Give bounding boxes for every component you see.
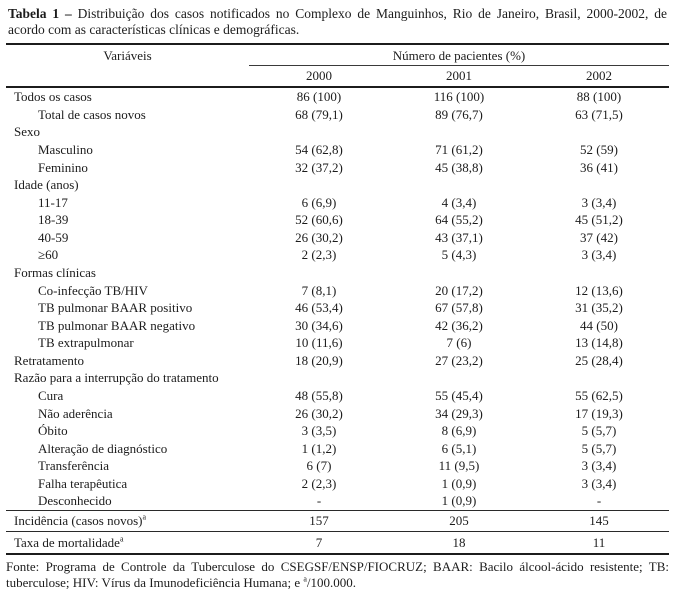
group-header-pacientes: Número de pacientes (%) bbox=[249, 44, 669, 66]
header-spacer bbox=[6, 66, 249, 88]
table-row bbox=[6, 422, 669, 440]
cell-value: 67 (57,8) bbox=[435, 300, 483, 316]
row-label: Co-infecção TB/HIV bbox=[38, 282, 148, 298]
cell-value: 145 bbox=[529, 510, 669, 531]
cell-value: 44 (50) bbox=[580, 317, 618, 333]
footnote-marker: a bbox=[119, 534, 124, 544]
cell-value: 7 bbox=[249, 532, 389, 554]
cell-value: 116 (100) bbox=[433, 89, 485, 105]
table-caption-number: Tabela 1 – bbox=[8, 6, 72, 21]
cell-value: 7 (6) bbox=[446, 335, 472, 351]
cell-value: 3 (3,4) bbox=[581, 458, 617, 474]
table-row bbox=[6, 229, 669, 247]
cell-value: 6 (7) bbox=[306, 458, 332, 474]
header-row-years bbox=[6, 66, 669, 88]
cell-value: 8 (6,9) bbox=[441, 423, 477, 439]
row-label: Alteração de diagnóstico bbox=[38, 440, 168, 456]
table-row bbox=[6, 281, 669, 299]
cell-value: 30 (34,6) bbox=[295, 317, 343, 333]
table-row bbox=[6, 246, 669, 264]
table-row bbox=[6, 106, 669, 124]
cell-value: 89 (76,7) bbox=[435, 106, 483, 122]
cell-value: 3 (3,4) bbox=[581, 475, 617, 491]
cell-value: 45 (38,8) bbox=[435, 159, 483, 175]
cell-value: 48 (55,8) bbox=[295, 388, 343, 404]
cell-value: 34 (29,3) bbox=[435, 405, 483, 421]
row-label: Idade (anos) bbox=[14, 177, 79, 193]
table-footnote bbox=[6, 559, 669, 591]
cell-value: 5 (5,7) bbox=[581, 440, 617, 456]
cell-value: 3 (3,4) bbox=[581, 194, 617, 210]
cell-value: 1 (0,9) bbox=[441, 475, 477, 491]
column-header-variaveis: Variáveis bbox=[103, 48, 152, 64]
cell-value: 31 (35,2) bbox=[575, 300, 623, 316]
row-label: Feminino bbox=[38, 159, 88, 175]
table-row bbox=[6, 352, 669, 370]
cell-value: 54 (62,8) bbox=[295, 141, 343, 157]
cell-value: 2 (2,3) bbox=[301, 475, 337, 491]
cell-value: 3 (3,5) bbox=[301, 423, 337, 439]
table-row bbox=[6, 211, 669, 229]
year-header-2001: 2001 bbox=[389, 66, 529, 88]
table-row bbox=[6, 123, 669, 141]
row-label: 11-17 bbox=[38, 194, 68, 210]
cell-value: 20 (17,2) bbox=[435, 282, 483, 298]
row-label: Desconhecido bbox=[38, 493, 112, 509]
table-row bbox=[6, 387, 669, 405]
cell-value: 17 (19,3) bbox=[575, 405, 623, 421]
cell-value: 42 (36,2) bbox=[435, 317, 483, 333]
cell-value bbox=[249, 369, 389, 387]
cell-value: 10 (11,6) bbox=[295, 335, 343, 351]
row-label: TB pulmonar BAAR positivo bbox=[38, 300, 193, 316]
year-header-2002: 2002 bbox=[529, 66, 669, 88]
cell-value: 13 (14,8) bbox=[575, 335, 623, 351]
cell-value: 45 (51,2) bbox=[575, 212, 623, 228]
cell-value: 36 (41) bbox=[580, 159, 618, 175]
cell-value: - bbox=[316, 493, 322, 509]
cell-value bbox=[389, 123, 529, 141]
cell-value: 64 (55,2) bbox=[435, 212, 483, 228]
cell-value: - bbox=[596, 493, 602, 509]
row-label: Total de casos novos bbox=[38, 106, 146, 122]
cell-value: 6 (5,1) bbox=[441, 440, 477, 456]
cell-value: 71 (61,2) bbox=[435, 141, 483, 157]
cell-value bbox=[389, 369, 529, 387]
cell-value: 27 (23,2) bbox=[435, 352, 483, 368]
cell-value: 55 (45,4) bbox=[435, 388, 483, 404]
table-row bbox=[6, 369, 669, 387]
row-label: Óbito bbox=[38, 423, 68, 439]
footnote-marker: a bbox=[142, 513, 147, 523]
table-row bbox=[6, 141, 669, 159]
cell-value: 157 bbox=[249, 510, 389, 531]
table-row bbox=[6, 176, 669, 194]
row-label: TB pulmonar BAAR negativo bbox=[38, 317, 196, 333]
cell-value: 63 (71,5) bbox=[575, 106, 623, 122]
cell-value: 12 (13,6) bbox=[575, 282, 623, 298]
table-row bbox=[6, 532, 669, 554]
cell-value: 88 (100) bbox=[576, 89, 622, 105]
cell-value bbox=[529, 264, 669, 282]
footnote-marker: a bbox=[303, 574, 307, 584]
table-header bbox=[6, 44, 669, 87]
table-row bbox=[6, 510, 669, 531]
table-body bbox=[6, 87, 669, 554]
cell-value bbox=[249, 123, 389, 141]
table-caption bbox=[8, 6, 667, 38]
cell-value: 55 (62,5) bbox=[575, 388, 623, 404]
cell-value: 68 (79,1) bbox=[295, 106, 343, 122]
footnote-text-2: /100.000. bbox=[306, 574, 357, 590]
cell-value: 26 (30,2) bbox=[295, 229, 343, 245]
row-label: Retratamento bbox=[14, 352, 85, 368]
row-label: ≥60 bbox=[38, 247, 59, 263]
table-row bbox=[6, 440, 669, 458]
cell-value: 1 (0,9) bbox=[441, 493, 477, 509]
table-row bbox=[6, 193, 669, 211]
row-label: Incidência (casos novos)$^a$ bbox=[6, 510, 249, 531]
cell-value: 25 (28,4) bbox=[575, 352, 623, 368]
cell-value bbox=[249, 264, 389, 282]
cell-value: 11 bbox=[529, 532, 669, 554]
cell-value: 26 (30,2) bbox=[295, 405, 343, 421]
row-label: Taxa de mortalidade$^a$ bbox=[6, 532, 249, 554]
table-row bbox=[6, 299, 669, 317]
row-label: Todos os casos bbox=[14, 89, 92, 105]
table-row bbox=[6, 264, 669, 282]
cell-value: 205 bbox=[389, 510, 529, 531]
cell-value: 1 (1,2) bbox=[301, 440, 337, 456]
row-label: Falha terapêutica bbox=[38, 475, 128, 491]
year-header-2000: 2000 bbox=[249, 66, 389, 88]
cell-value: 3 (3,4) bbox=[581, 247, 617, 263]
cell-value: 52 (59) bbox=[580, 141, 618, 157]
cell-value bbox=[529, 176, 669, 194]
row-label: Masculino bbox=[38, 141, 93, 157]
table-row bbox=[6, 158, 669, 176]
footnote-text-1: Fonte: Programa de Controle da Tuberculose do CSEGSF/ENSP/FIOCRUZ; BAAR: Bacilo álcool-ácido resistente; TB: tuberculose; HIV: Vírus da Imunodeficiência Humana; e bbox=[6, 558, 669, 590]
row-label: 18-39 bbox=[38, 212, 69, 228]
table-row bbox=[6, 475, 669, 493]
cell-value bbox=[389, 264, 529, 282]
cell-value bbox=[389, 176, 529, 194]
cell-value: 52 (60,6) bbox=[295, 212, 343, 228]
row-label: Razão para a interrupção do tratamento bbox=[14, 370, 219, 386]
table-row bbox=[6, 317, 669, 335]
table-row bbox=[6, 334, 669, 352]
row-label: TB extrapulmonar bbox=[38, 335, 134, 351]
cell-value: 5 (4,3) bbox=[441, 247, 477, 263]
cell-value bbox=[529, 123, 669, 141]
header-row-group bbox=[6, 44, 669, 66]
cell-value: 37 (42) bbox=[580, 229, 618, 245]
table-caption-text: Distribuição dos casos notificados no Complexo de Manguinhos, Rio de Janeiro, Brasil, 2000-2002, de acordo com as características clínicas e demográficas. bbox=[8, 6, 667, 37]
cell-value: 6 (6,9) bbox=[301, 194, 337, 210]
cell-value: 86 (100) bbox=[296, 89, 342, 105]
row-label: Cura bbox=[38, 388, 64, 404]
row-label: Formas clínicas bbox=[14, 264, 96, 280]
row-label: Transferência bbox=[38, 458, 109, 474]
cell-value: 43 (37,1) bbox=[435, 229, 483, 245]
cell-value: 18 (20,9) bbox=[295, 352, 343, 368]
table-row bbox=[6, 404, 669, 422]
cell-value: 32 (37,2) bbox=[295, 159, 343, 175]
row-label: 40-59 bbox=[38, 229, 69, 245]
row-label: Sexo bbox=[14, 124, 40, 140]
cell-value bbox=[529, 369, 669, 387]
cell-value: 11 (9,5) bbox=[438, 458, 480, 474]
cell-value: 7 (8,1) bbox=[301, 282, 337, 298]
row-label: Não aderência bbox=[38, 405, 113, 421]
cell-value: 2 (2,3) bbox=[301, 247, 337, 263]
table-row bbox=[6, 492, 669, 510]
cell-value: 18 bbox=[389, 532, 529, 554]
table-row bbox=[6, 457, 669, 475]
data-table bbox=[6, 43, 669, 555]
cell-value: 5 (5,7) bbox=[581, 423, 617, 439]
cell-value: 4 (3,4) bbox=[441, 194, 477, 210]
cell-value: 46 (53,4) bbox=[295, 300, 343, 316]
cell-value bbox=[249, 176, 389, 194]
table-row bbox=[6, 87, 669, 106]
